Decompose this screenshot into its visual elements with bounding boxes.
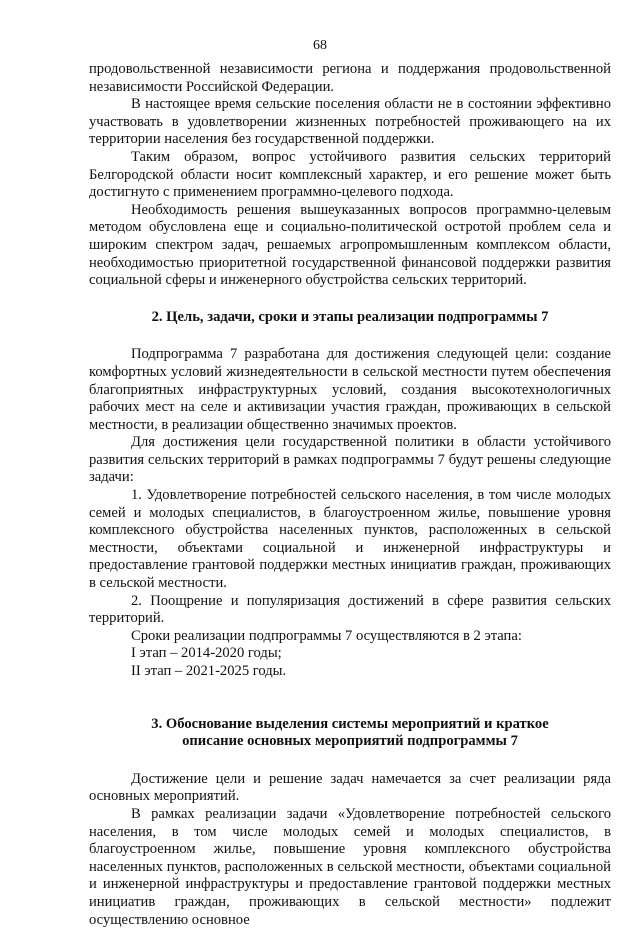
section-2-heading: 2. Цель, задачи, сроки и этапы реализации подпрограммы 7 xyxy=(151,308,549,325)
paragraph-goal: Подпрограмма 7 разработана для достижения следующей цели: создание комфортных условий жизнедеятельности в сельской местности путем обеспечения благоприятных инфраструктурных условий, создания высокотехнологичных рабочих мест на селе и активизации участия граждан, проживающих в сельской местности, в реализации общественно значимых проектов. xyxy=(89,346,611,433)
list-item-task-2: 2. Поощрение и популяризация достижений в сфере развития сельских территорий. xyxy=(89,592,611,627)
paragraph-task-implementation: В рамках реализации задачи «Удовлетворение потребностей сельского населения, в том числе молодых семей и молодых специалистов, в благоустроенном жилье, повышение уровня комплексного обустройства населенных пунктов, расположенных в сельской местности, объектами социальной и инженерной инфраструктуры и предоставление грантовой поддержки местных инициатив граждан, проживающих в сельской местности» подлежит осуществлению основное xyxy=(89,805,611,928)
spacer xyxy=(89,681,611,716)
spacer xyxy=(89,326,611,346)
paragraph-rural-settlements: В настоящее время сельские поселения области не в состоянии эффективно участвовать в удовлетворении жизненных потребностей проживающего на их территории населения без государственной поддержки. xyxy=(89,96,611,148)
section-3-heading xyxy=(89,716,611,751)
paragraph-necessity: Необходимость решения вышеуказанных вопросов программно-целевым методом обусловлена еще и социально-политической остротой проблем села и широким спектром задач, решаемых агропромышленным комплексом области, необходимостью приоритетной государственной финансовой поддержки развития социальной сферы и инженерного обустройства сельских территорий. xyxy=(89,201,611,289)
section-3-heading-line-2: описание основных мероприятий подпрограммы 7 xyxy=(182,733,518,750)
paragraph-terms: Сроки реализации подпрограммы 7 осуществляются в 2 этапа: xyxy=(131,627,522,644)
paragraph-continuation: продовольственной независимости региона и поддержания продовольственной независимости Российской Федерации. xyxy=(89,61,611,95)
paragraph-complex-character: Таким образом, вопрос устойчивого развития сельских территорий Белгородской области носит комплексный характер, и его решение может быть достигнуто с применением программно-целевого подхода. xyxy=(89,148,611,201)
stage-1: I этап – 2014-2020 годы; xyxy=(131,645,282,662)
stage-2: II этап – 2021-2025 годы. xyxy=(131,663,287,679)
spacer xyxy=(89,751,611,771)
page-body xyxy=(89,61,611,929)
list-item-task-1: 1. Удовлетворение потребностей сельского населения, в том числе молодых семей и молодых специалистов, в благоустроенном жилье, повышение уровня комплексного обустройства населенных пунктов, расположенных в сельской местности, объектами социальной и инженерной инфраструктуры и предоставление грантовой поддержки местных инициатив граждан, проживающих в сельской местности. xyxy=(89,487,611,592)
paragraph-achievement: Достижение цели и решение задач намечается за счет реализации ряда основных мероприятий. xyxy=(89,770,611,805)
page-number: 68 xyxy=(313,38,327,53)
section-3-heading-line-1: 3. Обоснование выделения системы мероприятий и краткое xyxy=(151,715,549,732)
paragraph-tasks-intro: Для достижения цели государственной политики в области устойчивого развития сельских территорий в рамках подпрограммы 7 будут решены следующие задачи: xyxy=(89,434,611,486)
spacer xyxy=(89,290,611,309)
